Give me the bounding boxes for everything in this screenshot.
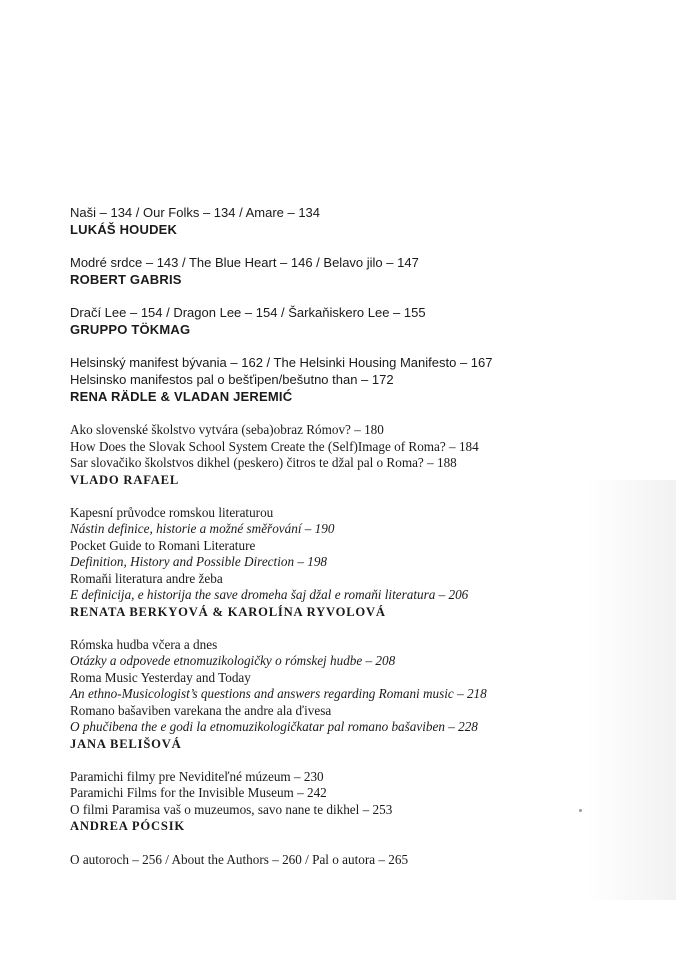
toc-subtitle-line: O phučibena the e godi la etnomuzikologičkatar pal romano bašaviben – 228: [70, 719, 478, 734]
toc-author: JANA BELIŠOVÁ: [70, 736, 182, 751]
toc-author: RENATA BERKYOVÁ & KAROLÍNA RYVOLOVÁ: [70, 604, 386, 619]
toc-title-line: Roma Music Yesterday and Today: [70, 669, 251, 685]
toc-title-line: Kapesní průvodce romskou literaturou: [70, 504, 274, 520]
toc-entry: [70, 637, 610, 753]
toc-entry: [70, 204, 610, 238]
toc-title-line: Dračí Lee – 154 / Dragon Lee – 154 / Šarkaňiskero Lee – 155: [70, 305, 426, 320]
toc-title-line: Helsinsko manifestos pal o bešťipen/bešutno than – 172: [70, 372, 394, 387]
table-of-contents: [70, 200, 610, 869]
toc-entry: [70, 304, 610, 338]
toc-title-line: Naši – 134 / Our Folks – 134 / Amare – 134: [70, 205, 321, 220]
toc-title-line: Modré srdce – 143 / The Blue Heart – 146 / Belavo jilo – 147: [70, 255, 419, 270]
toc-title-line: Paramichi filmy pre Neviditeľné múzeum – 230: [70, 768, 324, 784]
toc-author: VLADO RAFAEL: [70, 472, 180, 487]
toc-title-line: Romaňi literatura andre žeba: [70, 570, 223, 586]
toc-subtitle-line: An ethno-Musicologist’s questions and answers regarding Romani music – 218: [70, 686, 487, 701]
toc-author: LUKÁŠ HOUDEK: [70, 222, 178, 237]
toc-author: ANDREA PÓCSIK: [70, 819, 186, 833]
toc-author: ROBERT GABRIS: [70, 272, 182, 287]
toc-title-line: O autoroch – 256 / About the Authors – 260 / Pal o autora – 265: [70, 852, 409, 867]
toc-entry-authors: [70, 852, 610, 869]
toc-author: GRUPPO TÖKMAG: [70, 322, 191, 337]
toc-title-line: Pocket Guide to Romani Literature: [70, 537, 256, 553]
toc-title-line: O filmi Paramisa vaš o muzeumos, savo nane te dikhel – 253: [70, 801, 393, 817]
toc-subtitle-line: Otázky a odpovede etnomuzikologičky o rómskej hudbe – 208: [70, 653, 396, 668]
toc-entry: [70, 422, 610, 489]
toc-entry: [70, 254, 610, 288]
toc-author: RENA RÄDLE & VLADAN JEREMIĆ: [70, 389, 293, 404]
toc-subtitle-line: Nástin definice, historie a možné směřování – 190: [70, 521, 335, 536]
toc-title-line: Helsinský manifest bývania – 162 / The Helsinki Housing Manifesto – 167: [70, 355, 493, 370]
toc-entry: [70, 769, 610, 836]
toc-entry: [70, 505, 610, 621]
toc-title-line: Paramichi Films for the Invisible Museum – 242: [70, 785, 327, 800]
toc-title-line: Sar slovačiko školstvos dikhel (peskero) čitros te džal pal o Roma? – 188: [70, 455, 457, 470]
toc-subtitle-line: Definition, History and Possible Direction – 198: [70, 554, 328, 569]
toc-title-line: Rómska hudba včera a dnes: [70, 636, 218, 652]
toc-title-line: Ako slovenské školstvo vytvára (seba)obraz Rómov? – 180: [70, 422, 384, 437]
toc-title-line: Romano bašaviben varekana the andre ala ďivesa: [70, 702, 332, 718]
toc-entry: [70, 354, 610, 405]
toc-title-line: How Does the Slovak School System Create the (Self)Image of Roma? – 184: [70, 438, 479, 454]
toc-subtitle-line: E definicija, e historija the save dromeha šaj džal e romaňi literatura – 206: [70, 587, 469, 602]
